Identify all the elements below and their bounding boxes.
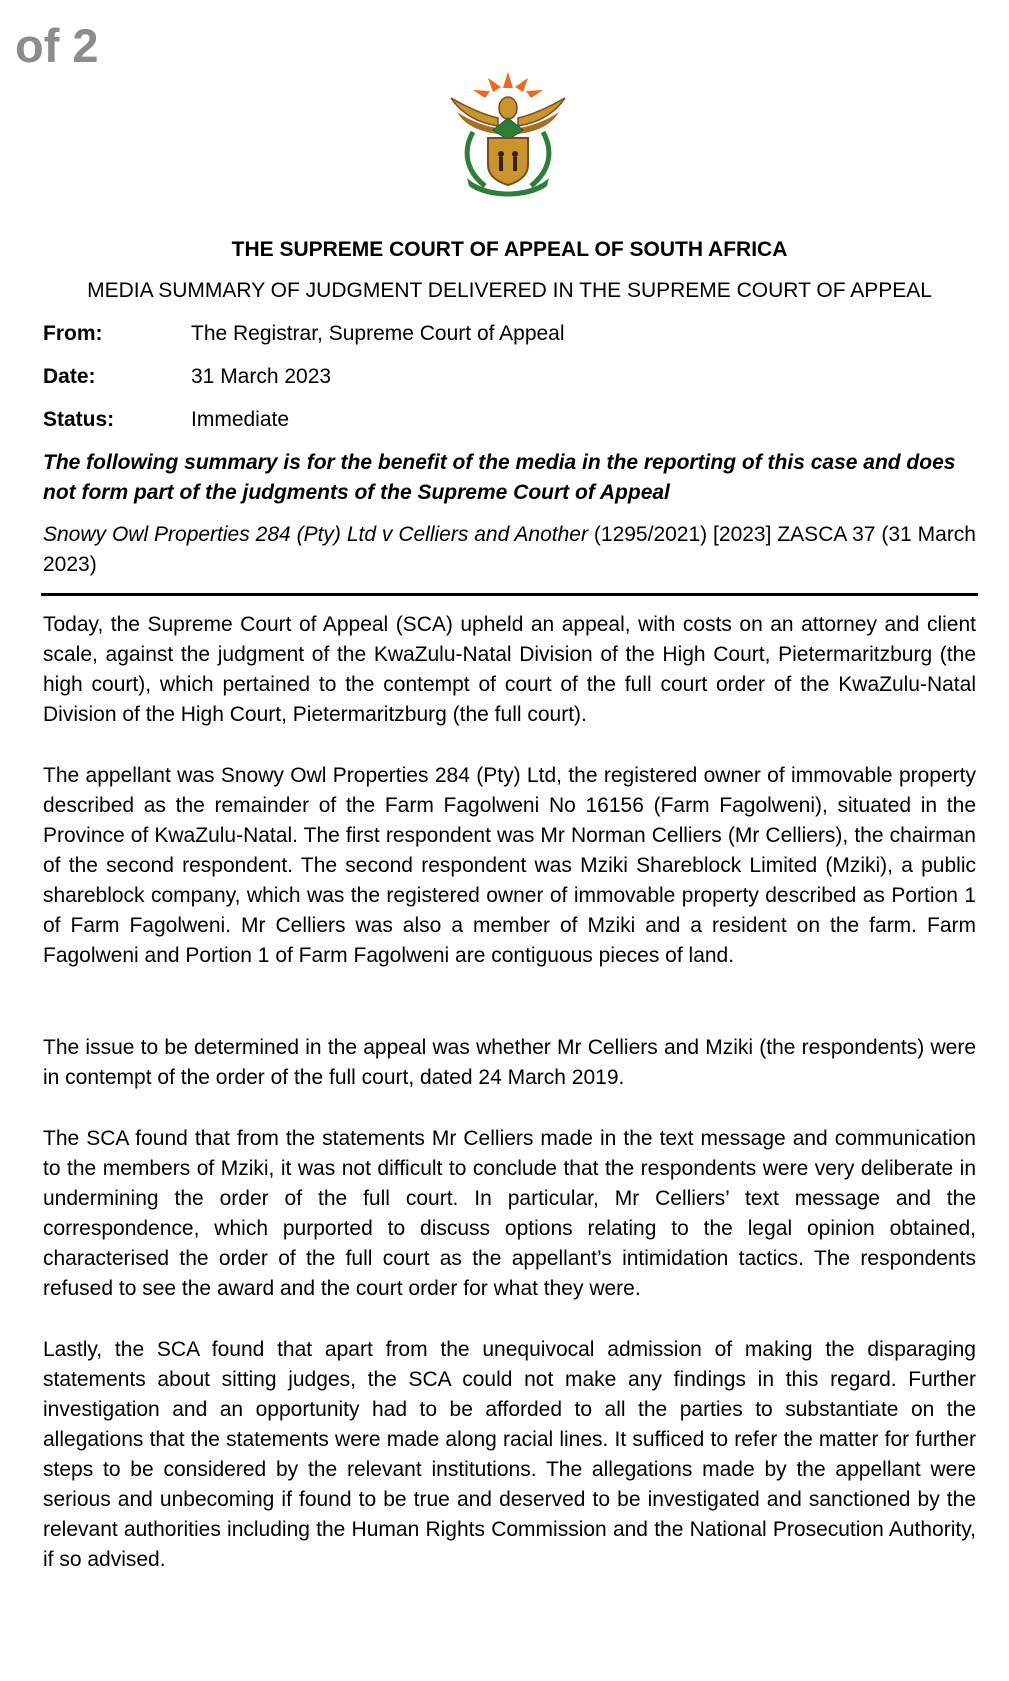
from-label: From: xyxy=(43,322,103,345)
paragraph: The SCA found that from the statements Mr Celliers made in the text message and communication to the members of Mziki, it was not difficult to conclude that the respondents were very deliberate in undermining the order of the full court. In particular, Mr Celliers’ text message and the correspondence, which purported to discuss options relating to the legal opinion obtained, characterised the order of the full court as the appellant’s intimidation tactics. The respondents refused to see the award and the court order for what they were. xyxy=(43,1127,976,1300)
paragraph: The appellant was Snowy Owl Properties 284 (Pty) Ltd, the registered owner of immovable property described as the remainder of the Farm Fagolweni No 16156 (Farm Fagolweni), situated in the Province of KwaZulu-Natal. The first respondent was Mr Norman Celliers (Mr Celliers), the chairman of the second respondent. The second respondent was Mziki Shareblock Limited (Mziki), a public shareblock company, which was the registered owner of immovable property described as Portion 1 of Farm Fagolweni. Mr Celliers was also a member of Mziki and a resident on the farm. Farm Fagolweni and Portion 1 of Farm Fagolweni are contiguous pieces of land. xyxy=(43,764,976,967)
date-label: Date: xyxy=(43,365,96,388)
status-label: Status: xyxy=(43,408,115,431)
from-value: The Registrar, Supreme Court of Appeal xyxy=(191,322,565,345)
status-value: Immediate xyxy=(191,408,290,431)
case-reference: (1295/2021) [2023] ZASCA 37 (31 March 2023) xyxy=(43,523,976,576)
coat-of-arms-icon xyxy=(443,70,573,198)
paragraph: The issue to be determined in the appeal was whether Mr Celliers and Mziki (the respondents) were in contempt of the order of the full court, dated 24 March 2019. xyxy=(43,1036,976,1089)
page-counter: of 2 xyxy=(15,19,99,72)
case-citation xyxy=(43,520,976,580)
paragraph: Today, the Supreme Court of Appeal (SCA) upheld an appeal, with costs on an attorney and client scale, against the judgment of the KwaZulu-Natal Division of the High Court, Pietermaritzburg (the high court), which pertained to the contempt of court of the full court order of the KwaZulu-Natal Division of the High Court, Pietermaritzburg (the full court). xyxy=(43,613,976,726)
summary-heading: MEDIA SUMMARY OF JUDGMENT DELIVERED IN THE SUPREME COURT OF APPEAL xyxy=(87,279,932,302)
case-name: Snowy Owl Properties 284 (Pty) Ltd v Celliers and Another xyxy=(43,523,588,546)
divider xyxy=(41,593,978,596)
date-value: 31 March 2023 xyxy=(191,365,332,388)
paragraph: Lastly, the SCA found that apart from the unequivocal admission of making the disparaging statements about sitting judges, the SCA could not make any findings in this regard. Further investigation and an opportunity had to be afforded to all the parties to substantiate on the allegations that the statements were made along racial lines. It sufficed to refer the matter for further steps to be considered by the relevant institutions. The allegations made by the appellant were serious and unbecoming if found to be true and deserved to be investigated and sanctioned by the relevant authorities including the Human Rights Commission and the National Prosecution Authority, if so advised. xyxy=(43,1338,976,1571)
court-title: THE SUPREME COURT OF APPEAL OF SOUTH AFRICA xyxy=(231,238,788,261)
media-disclaimer: The following summary is for the benefit of the media in the reporting of this case and does not form part of the judgments of the Supreme Court of Appeal xyxy=(43,451,956,504)
